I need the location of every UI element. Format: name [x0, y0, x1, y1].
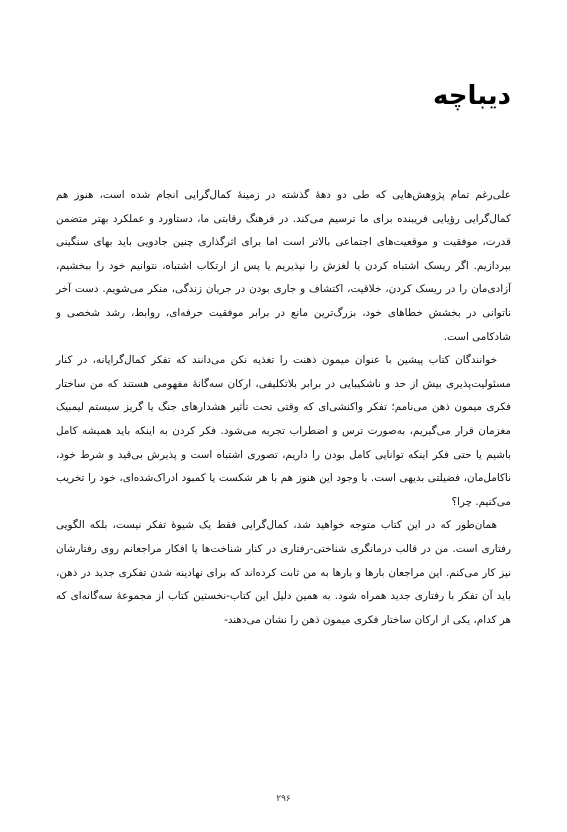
page-title: دیباچه	[433, 81, 511, 111]
paragraph-1: علی‌رغم تمام پژوهش‌هایی که طی دو دهۀ گذشته در زمینۀ کمال‌گرایی انجام شده است، هنوز هم کمال‌گرایی رؤیایی فریبنده برای ما ترسیم می‌کند. در فرهنگ رقابتی ما، دستاورد و عملکرد بهتر متضمن قدرت، موفقیت و موقعیت‌های اجتماعی بالاتر است اما برای اثرگذاری چنین جادویی باید بهای سنگینی بپردازیم. اگر ریسک اشتباه کردن یا لغزش را نپذیریم یا پس از ارتکاب اشتباه، نتوانیم خود را ببخشیم، آزادی‌مان را در ریسک کردن، خلاقیت، اکتشاف و جاری بودن در جریان زندگی، منکر می‌شویم. دست آخر ناتوانی در بخشش خطاهای خود، بزرگ‌ترین مانع در برابر موفقیت حرفه‌ای، روابط، رشد شخصی و شادکامی است.	[56, 189, 511, 343]
paragraph-2: خوانندگان کتاب پیشین با عنوان میمون ذهنت را تغذیه نکن می‌دانند که تفکر کمال‌گرایانه، در کنار مسئولیت‌پذیری بیش از حد و ناشکیبایی در برابر بلاتکلیفی، ارکان سه‌گانۀ مفهومی هستند که من ساختار فکری میمون ذهن می‌نامم؛ تفکر واکنشی‌ای که وقتی تحت تأثیر هشدارهای جنگ یا گریز سیستم لیمبیک مغزمان قرار می‌گیریم، به‌صورت ترس و اضطراب تجربه می‌شود. فکر کردن به اینکه باید همیشه کامل باشیم یا حتی فکر اینکه توانایی کامل بودن را داریم، تصوری اشتباه است و پذیرش بی‌قید و شرط خود، ناکامل‌مان، فضیلتی بدیهی است. با وجود این هنوز هم با هر شکست یا کمبود ادراک‌شده‌ای، خود را تخریب می‌کنیم. چرا؟	[56, 354, 511, 508]
page-number: ۲۹۶	[276, 794, 291, 804]
body-text	[56, 184, 511, 632]
paragraph-3: همان‌طور که در این کتاب متوجه خواهید شد، کمال‌گرایی فقط یک شیوۀ تفکر نیست، بلکه الگویی رفتاری است. من در قالب درمانگری شناختی-رفتاری در کنار شناخت‌ها یا افکار مراجعانم روی رفتارشان نیز کار می‌کنم. این مراجعان بارها و بارها به من ثابت کرده‌اند که برای نهادینه شدن تفکری جدید در ذهن، باید آن تفکر با رفتاری جدید همراه شود. به همین دلیل این کتاب-نخستین کتاب از مجموعۀ سه‌گانه‌ای که هر کدام، یکی از ارکان ساختار فکری میمون ذهن را نشان می‌دهند-	[56, 519, 511, 626]
